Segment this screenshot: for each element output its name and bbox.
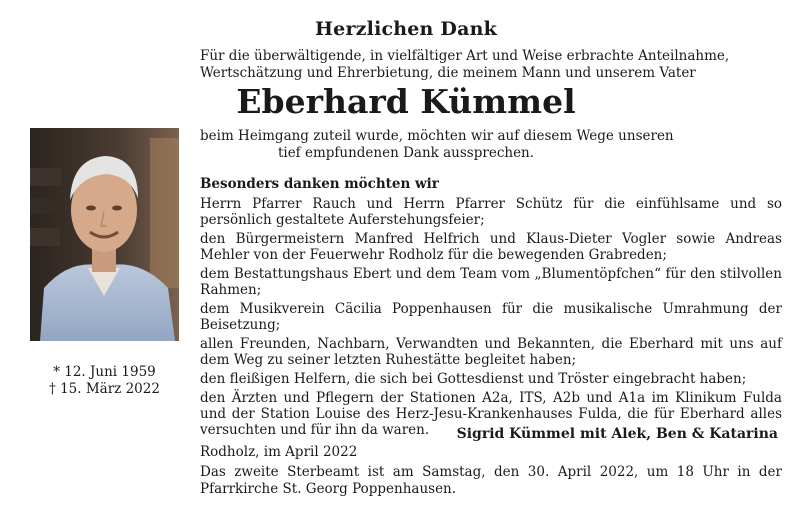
thanks-item: Herrn Pfarrer Rauch und Herrn Pfarrer Schütz für die einfühlsame und so persönlich gestaltete Auferstehungsfeier; — [200, 196, 782, 228]
mass-notice: Das zweite Sterbeamt ist am Samstag, den 30. April 2022, um 18 Uhr in der Pfarrkirche St. Georg Poppenhausen. — [200, 464, 782, 497]
intro-text — [200, 48, 730, 82]
life-dates — [30, 364, 179, 398]
deceased-name: Eberhard Kümmel — [236, 82, 576, 121]
thanks-item: den Ärzten und Pflegern der Stationen A2a, ITS, A2b und A1a im Klinikum Fulda und der Station Louise des Herz-Jesu-Krankenhauses Fulda, die für Eberhard alles versuchten und für ihn da waren. — [200, 390, 782, 438]
family-signature: Sigrid Kümmel mit Alek, Ben & Katarina — [456, 426, 778, 442]
death-date: † 15. März 2022 — [49, 381, 160, 397]
gratitude-line: tief empfundenen Dank aussprechen. — [277, 145, 535, 161]
gratitude-text — [200, 128, 674, 162]
intro-line: Für die überwältigende, in vielfältiger Art und Weise erbrachte Anteilnahme, — [200, 48, 730, 64]
place-date: Rodholz, im April 2022 — [200, 444, 358, 460]
thanks-intro: Besonders danken möchten wir — [200, 176, 439, 192]
portrait-photo — [30, 128, 179, 341]
thanks-list — [200, 176, 782, 441]
thanks-item: den fleißigen Helfern, die sich bei Gottesdienst und Tröster eingebracht haben; — [200, 371, 747, 387]
gratitude-line: beim Heimgang zuteil wurde, möchten wir auf diesem Wege unseren — [200, 128, 674, 144]
thanks-item: dem Bestattungshaus Ebert und dem Team vom „Blumentöpfchen“ für den stilvollen Rahmen; — [200, 266, 782, 298]
thanks-item: allen Freunden, Nachbarn, Verwandten und Bekannten, die Eberhard mit uns auf dem Weg zu seiner letzten Ruhestätte begleitet haben; — [200, 336, 782, 368]
thanks-item: den Bürgermeistern Manfred Helfrich und Klaus-Dieter Vogler sowie Andreas Mehler von der Feuerwehr Rodholz für die bewegenden Grabreden; — [200, 231, 782, 263]
notice-title: Herzlichen Dank — [315, 18, 497, 40]
birth-date: * 12. Juni 1959 — [53, 364, 156, 380]
intro-line: Wertschätzung und Ehrerbietung, die meinem Mann und unserem Vater — [200, 65, 696, 81]
thanks-item: dem Musikverein Cäcilia Poppenhausen für die musikalische Umrahmung der Beisetzung; — [200, 301, 782, 333]
